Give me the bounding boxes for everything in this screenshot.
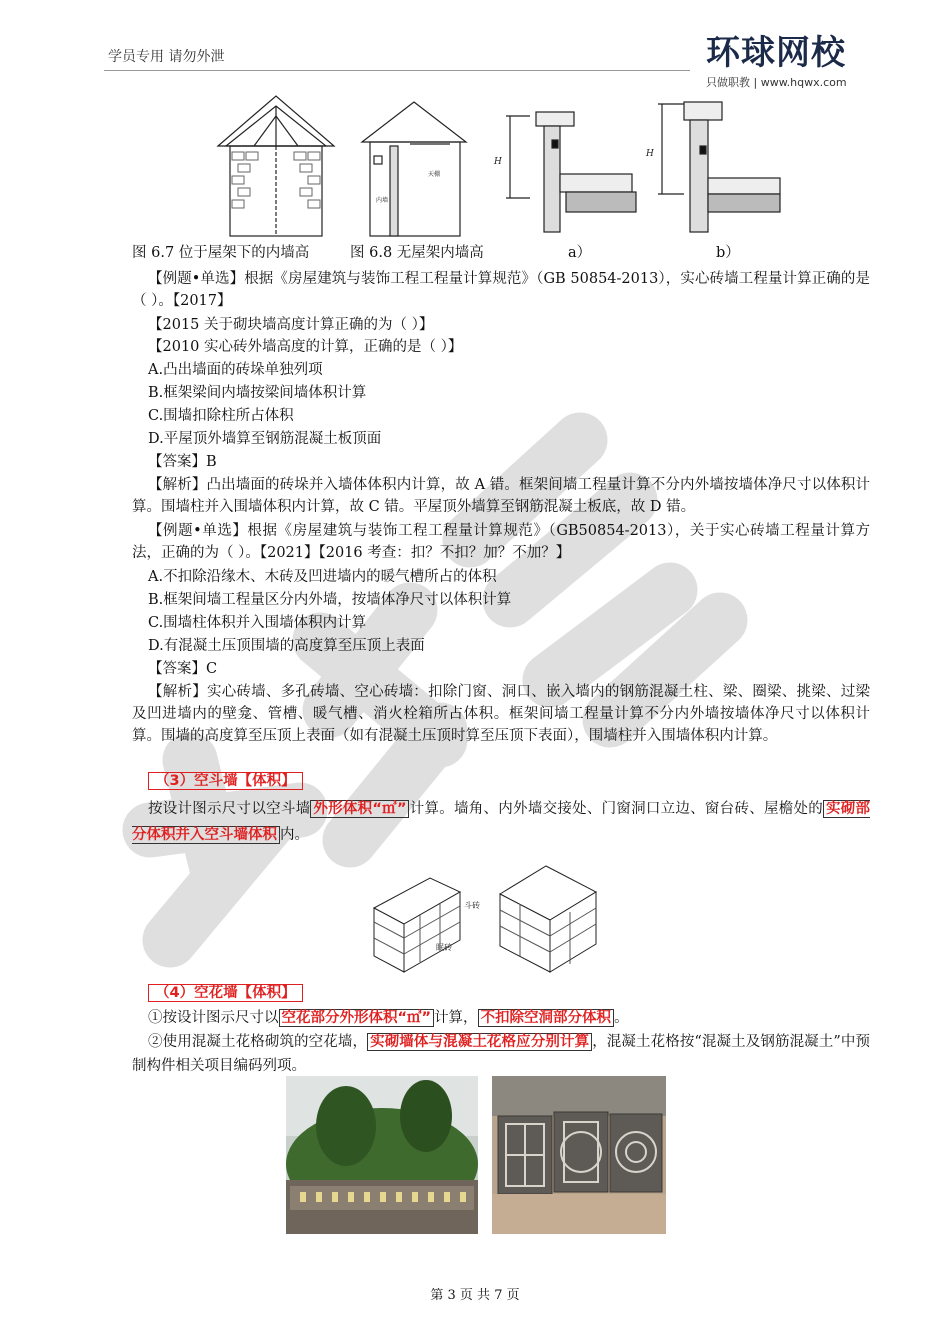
q1-option-b: B.框架梁间内墙按梁间墙体积计算 <box>148 385 367 401</box>
q2-analysis: 【解析】实心砖墙、多孔砖墙、空心砖墙：扣除门窗、洞口、嵌入墙内的钢筋混凝土柱、梁、圈梁、挑梁、过梁及凹进墙内的壁龛、管槽、暖气槽、消火栓箱所占体积。框架间墙工程量计算不分内外墙按墙体净尺寸以体积计算。围墙的高度算至压顶上表面（如有混凝土压顶时算至压顶下表面），围墙柱并入围墙体积内计算。 <box>132 684 870 744</box>
figure-caption-6-7: 图 6.7 位于屋架下的内墙高 <box>132 245 310 261</box>
sec3-heading <box>148 770 303 792</box>
header-notice: 学员专用 请勿外泄 <box>108 49 225 65</box>
wall-section-a-figure <box>506 112 636 232</box>
q2-answer: 【答案】C <box>148 661 218 677</box>
logo-subtitle: 只做职教 | www.hqwx.com <box>706 76 847 89</box>
hollow-wall-figure <box>370 854 610 976</box>
height-label-b: H <box>646 149 654 159</box>
sec3-highlight-outer-volume: 外形体积“㎥” <box>310 800 409 818</box>
q2-option-b: B.框架间墙工程量区分内外墙，按墙体净尺寸以体积计算 <box>148 592 512 608</box>
sec4-highlight-no-deduct: 不扣除空洞部分体积 <box>478 1009 615 1027</box>
sec4-title: （4）空花墙【体积】 <box>148 984 303 1002</box>
wall-height-figures <box>214 94 784 240</box>
q1-answer: 【答案】B <box>148 454 217 470</box>
sec4-item1-text-b: 计算， <box>434 1010 478 1026</box>
sec3-text-c: 内。 <box>280 827 309 843</box>
sec4-item2-text-b: ，混凝土花格按“混凝土及钢筋混凝土”中预制构件相关项目编码列项。 <box>132 1034 871 1074</box>
q2-option-d: D.有混凝土压顶围墙的高度算至压顶上表面 <box>148 638 425 654</box>
sec3-text-b: 计算。墙角、内外墙交接处、门窗洞口立边、窗台砖、屋檐处的 <box>409 801 823 817</box>
q1-stem: 【例题•单选】根据《房屋建筑与装饰工程工程量计算规范》（GB 50854-2013），实心砖墙工程量计算正确的是（ ）。【2017】 <box>132 271 870 309</box>
neiqiang-label: 内墙 <box>376 197 389 204</box>
lattice-wall-photo-1 <box>286 1076 478 1234</box>
sec3-title: （3）空斗墙【体积】 <box>148 772 303 790</box>
sec4-heading <box>148 982 303 1004</box>
figure-caption-6-8: 图 6.8 无屋架内墙高 <box>350 245 484 261</box>
q1-option-d: D.平屋顶外墙算至钢筋混凝土板顶面 <box>148 431 382 447</box>
q1-note-2015: 【2015 关于砌块墙高度计算正确的为（ ）】 <box>148 317 434 333</box>
sec3-highlight-solid-part: 实砌部分体积并入空斗墙体积 <box>132 801 871 843</box>
sec4-item2-text-a: ②使用混凝土花格砌筑的空花墙， <box>148 1034 368 1050</box>
house-with-truss-figure <box>218 96 334 236</box>
lattice-block-photo-2 <box>492 1076 666 1234</box>
wall-section-b-figure <box>658 102 780 232</box>
height-label-a: H <box>494 157 502 167</box>
figure-caption-a: a） <box>568 245 592 261</box>
figure-caption-b: b） <box>716 245 740 261</box>
house-without-truss-figure <box>362 102 466 236</box>
douzhuan-label: 斗砖 <box>464 901 480 910</box>
q2-stem: 【例题•单选】根据《房屋建筑与装饰工程工程量计算规范》（GB50854-2013），关于实心砖墙工程量计算方法，正确的为（ ）。【2021】【2016 考查：扣？不扣？加？不加？】 <box>132 523 870 561</box>
q1-option-a: A.凸出墙面的砖垛单独列项 <box>148 362 323 378</box>
sec4-highlight-outer-volume: 空花部分外形体积“㎥” <box>279 1009 435 1027</box>
mianzhuan-label: 眠砖 <box>436 943 452 952</box>
q1-note-2010: 【2010 实心砖外墙高度的计算，正确的是（ ）】 <box>148 339 463 355</box>
q1-option-c: C.围墙扣除柱所占体积 <box>148 408 294 424</box>
sec3-text-a: 按设计图示尺寸以空斗墙 <box>148 801 311 817</box>
sec4-item1-text-c: 。 <box>614 1010 629 1026</box>
sec4-highlight-separate-calc: 实砌墙体与混凝土花格应分别计算 <box>367 1033 592 1051</box>
page-number: 第 3 页 共 7 页 <box>430 1288 520 1303</box>
logo-text: 环球网校 <box>706 33 846 73</box>
sec4-item-1 <box>148 1006 629 1030</box>
q2-option-a: A.不扣除沿缘木、木砖及凹进墙内的暖气槽所占的体积 <box>148 569 497 585</box>
q1-analysis: 【解析】凸出墙面的砖垛并入墙体体积内计算，故 A 错。框架间墙工程量计算不分内外墙按墙体净尺寸以体积计算。围墙柱并入围墙体积内计算，故 C 错。平屋顶外墙算至钢筋混凝土板底，故 D 错。 <box>132 477 870 515</box>
tianpeng-label: 天棚 <box>428 171 441 178</box>
sec3-paragraph <box>132 796 870 848</box>
q2-option-c: C.围墙柱体积并入围墙体积内计算 <box>148 615 367 631</box>
logo <box>706 34 876 94</box>
header-divider <box>104 70 690 71</box>
sec4-item-2 <box>132 1030 870 1078</box>
sec4-item1-text-a: ①按设计图示尺寸以 <box>148 1010 279 1026</box>
